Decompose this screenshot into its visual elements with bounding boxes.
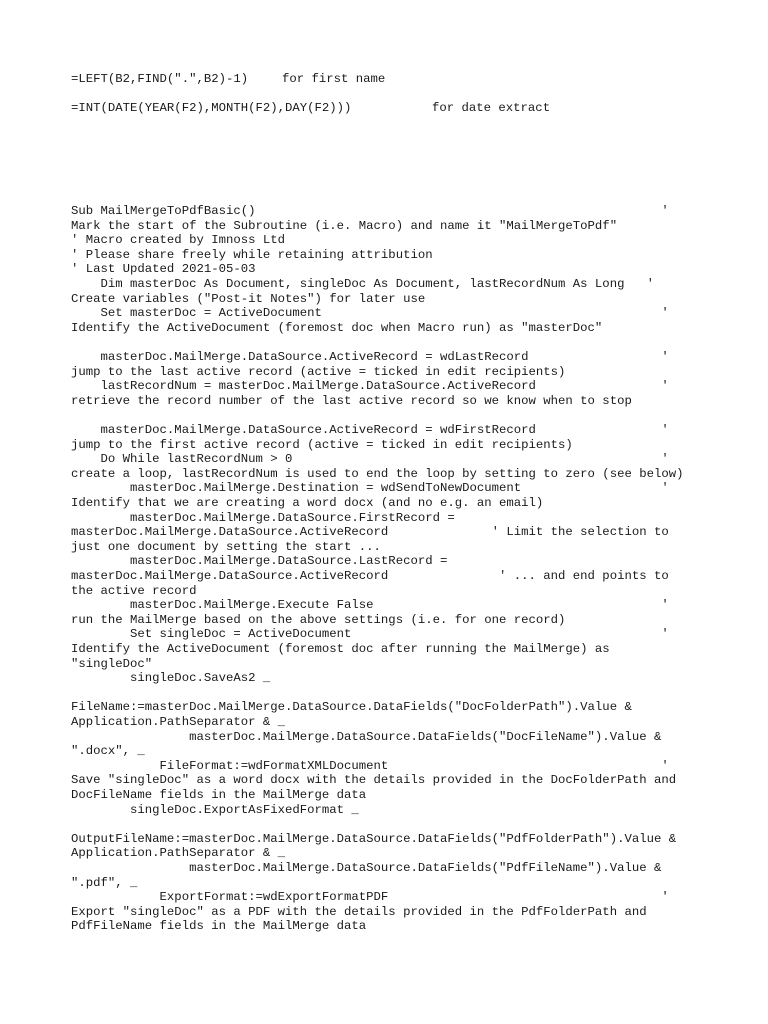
code-line: ' Please share freely while retaining attribution: [71, 247, 433, 262]
code-line: masterDoc.MailMerge.DataSource.ActiveRecord = wdLastRecord ': [71, 350, 669, 364]
code-line: masterDoc.MailMerge.DataSource.DataFields("DocFileName").Value &: [71, 729, 662, 744]
code-line: ExportFormat:=wdExportFormatPDF ': [71, 890, 669, 905]
code-line: Create variables ("Post-it Notes") for later use: [71, 291, 426, 306]
code-line: jump to the last active record (active = ticked in edit recipients): [71, 364, 566, 379]
code-line: Identify that we are creating a word docx (and no e.g. an email): [71, 496, 544, 510]
code-line: Application.PathSeparator & _: [71, 846, 286, 861]
code-line: masterDoc.MailMerge.DataSource.LastRecord =: [71, 554, 448, 569]
code-line: just one document by setting the start ...: [71, 539, 381, 554]
formula-date-extract-note: for date extract: [432, 101, 551, 115]
code-line: Identify the ActiveDocument (foremost doc after running the MailMerge) as: [71, 642, 610, 656]
code-line: Set masterDoc = ActiveDocument ': [71, 306, 669, 321]
code-line: masterDoc.MailMerge.Destination = wdSendToNewDocument ': [71, 481, 669, 496]
formula-first-name: =LEFT(B2,FIND(".",B2)-1): [71, 72, 249, 86]
code-line: Save "singleDoc" as a word docx with the details provided in the DocFolderPath and: [71, 773, 677, 788]
code-line: Set singleDoc = ActiveDocument ': [71, 627, 669, 642]
code-line: Export "singleDoc" as a PDF with the details provided in the PdfFolderPath and: [71, 904, 647, 919]
code-line: the active record: [71, 583, 197, 598]
formula-first-name-note: for first name: [282, 72, 386, 86]
code-line: DocFileName fields in the MailMerge data: [71, 788, 367, 802]
code-line: PdfFileName fields in the MailMerge data: [71, 919, 367, 934]
code-line: "singleDoc": [71, 656, 153, 671]
code-line: ' Macro created by Imnoss Ltd: [71, 233, 286, 248]
code-line: masterDoc.MailMerge.DataSource.ActiveRecord ' Limit the selection to: [71, 525, 669, 540]
code-line: retrieve the record number of the last active record so we know when to stop: [71, 393, 632, 408]
code-line: OutputFileName:=masterDoc.MailMerge.DataSource.DataFields("PdfFolderPath").Value &: [71, 831, 677, 846]
code-line: singleDoc.ExportAsFixedFormat _: [71, 802, 359, 817]
code-line: masterDoc.MailMerge.DataSource.DataFields("PdfFileName").Value &: [71, 861, 662, 875]
code-line: Identify the ActiveDocument (foremost doc when Macro run) as "masterDoc": [71, 320, 603, 335]
code-line: jump to the first active record (active = ticked in edit recipients): [71, 437, 573, 452]
code-line: FileFormat:=wdFormatXMLDocument ': [71, 758, 669, 773]
code-line: masterDoc.MailMerge.Execute False ': [71, 598, 669, 613]
code-line: FileName:=masterDoc.MailMerge.DataSource.DataFields("DocFolderPath").Value &: [71, 700, 632, 715]
code-line: Mark the start of the Subroutine (i.e. Macro) and name it "MailMergeToPdf": [71, 218, 618, 233]
code-line: lastRecordNum = masterDoc.MailMerge.DataSource.ActiveRecord ': [71, 379, 669, 394]
code-line: masterDoc.MailMerge.DataSource.ActiveRecord ' ... and end points to: [71, 569, 669, 583]
code-line: Do While lastRecordNum > 0 ': [71, 452, 669, 467]
code-line: masterDoc.MailMerge.DataSource.ActiveRecord = wdFirstRecord ': [71, 423, 669, 437]
code-line: Dim masterDoc As Document, singleDoc As Document, lastRecordNum As Long ': [71, 277, 654, 291]
code-line: run the MailMerge based on the above settings (i.e. for one record): [71, 612, 566, 627]
formula-date-extract: =INT(DATE(YEAR(F2),MONTH(F2),DAY(F2))): [71, 101, 352, 115]
code-line: create a loop, lastRecordNum is used to end the loop by setting to zero (see below): [71, 466, 684, 481]
code-line: ".docx", _: [71, 744, 145, 759]
code-line: Application.PathSeparator & _: [71, 715, 286, 729]
code-line: Sub MailMergeToPdfBasic() ': [71, 204, 669, 218]
code-line: singleDoc.SaveAs2 _: [71, 671, 271, 686]
code-line: ".pdf", _: [71, 875, 138, 890]
code-line: ' Last Updated 2021-05-03: [71, 262, 256, 277]
code-line: masterDoc.MailMerge.DataSource.FirstRecord =: [71, 510, 455, 525]
